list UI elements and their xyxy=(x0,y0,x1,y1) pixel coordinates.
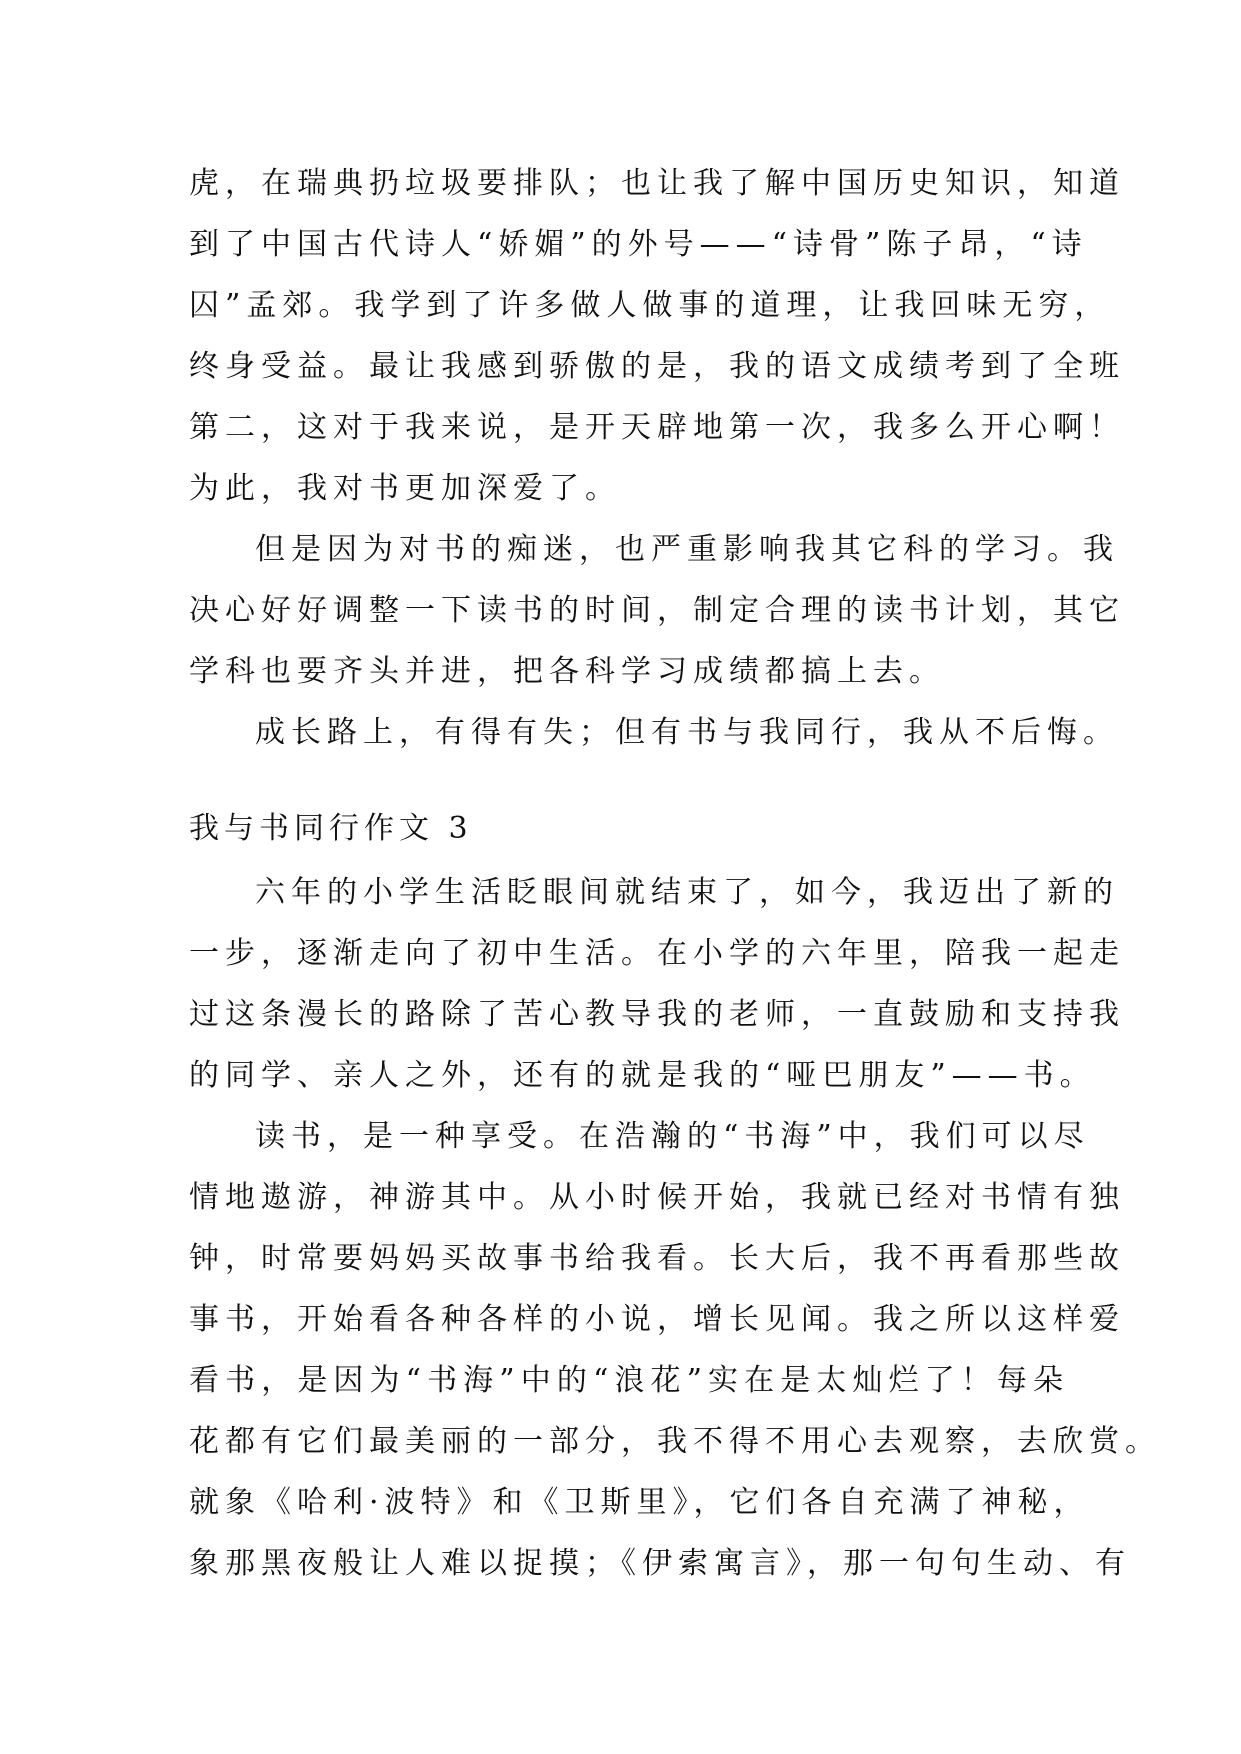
paragraph-1 xyxy=(189,153,1125,519)
text-line: 虎，在瑞典扔垃圾要排队；也让我了解中国历史知识，知道 xyxy=(189,166,1125,201)
text-line: 第二，这对于我来说，是开天辟地第一次，我多么开心啊！ xyxy=(189,410,1125,445)
paragraph-2 xyxy=(189,519,1125,702)
paragraph-5 xyxy=(189,1106,1161,1594)
paragraph-4 xyxy=(189,862,1125,1106)
text-line: 花都有它们最美丽的一部分，我不得不用心去观察，去欣赏。 xyxy=(189,1424,1161,1459)
section-title: 我与书同行作文 3 xyxy=(189,811,473,846)
text-line: 终身受益。最让我感到骄傲的是，我的语文成绩考到了全班 xyxy=(189,349,1125,384)
text-line: 到了中国古代诗人“娇媚”的外号——“诗骨”陈子昂，“诗 xyxy=(189,227,1088,262)
text-line: 成长路上，有得有失；但有书与我同行，我从不后悔。 xyxy=(255,715,1119,750)
text-line: 就象《哈利·波特》和《卫斯里》，它们各自充满了神秘， xyxy=(189,1485,1090,1520)
text-line: 情地遨游，神游其中。从小时候开始，我就已经对书情有独 xyxy=(189,1180,1125,1215)
text-line: 看书，是因为“书海”中的“浪花”实在是太灿烂了！每朵 xyxy=(189,1363,1069,1398)
text-line: 囚”孟郊。我学到了许多做人做事的道理，让我回味无穷， xyxy=(189,288,1111,323)
text-line: 六年的小学生活眨眼间就结束了，如今，我迈出了新的 xyxy=(255,875,1119,910)
text-line: 为此，我对书更加深爱了。 xyxy=(189,471,621,506)
text-line: 决心好好调整一下读书的时间，制定合理的读书计划，其它 xyxy=(189,593,1125,628)
text-line: 过这条漫长的路除了苦心教导我的老师，一直鼓励和支持我 xyxy=(189,997,1125,1032)
text-line: 一步，逐渐走向了初中生活。在小学的六年里，陪我一起走 xyxy=(189,936,1125,971)
paragraph-3 xyxy=(189,702,1119,763)
text-line: 学科也要齐头并进，把各科学习成绩都搞上去。 xyxy=(189,654,945,689)
text-line: 钟，时常要妈妈买故事书给我看。长大后，我不再看那些故 xyxy=(189,1241,1125,1276)
text-line: 但是因为对书的痴迷，也严重影响我其它科的学习。我 xyxy=(255,532,1119,567)
text-line: 的同学、亲人之外，还有的就是我的“哑巴朋友”——书。 xyxy=(189,1058,1096,1093)
text-line: 象那黑夜般让人难以捉摸；《伊索寓言》，那一句句生动、有 xyxy=(189,1546,1131,1581)
text-line: 读书，是一种享受。在浩瀚的“书海”中，我们可以尽 xyxy=(255,1119,1090,1154)
text-line: 事书，开始看各种各样的小说，增长见闻。我之所以这样爱 xyxy=(189,1302,1125,1337)
